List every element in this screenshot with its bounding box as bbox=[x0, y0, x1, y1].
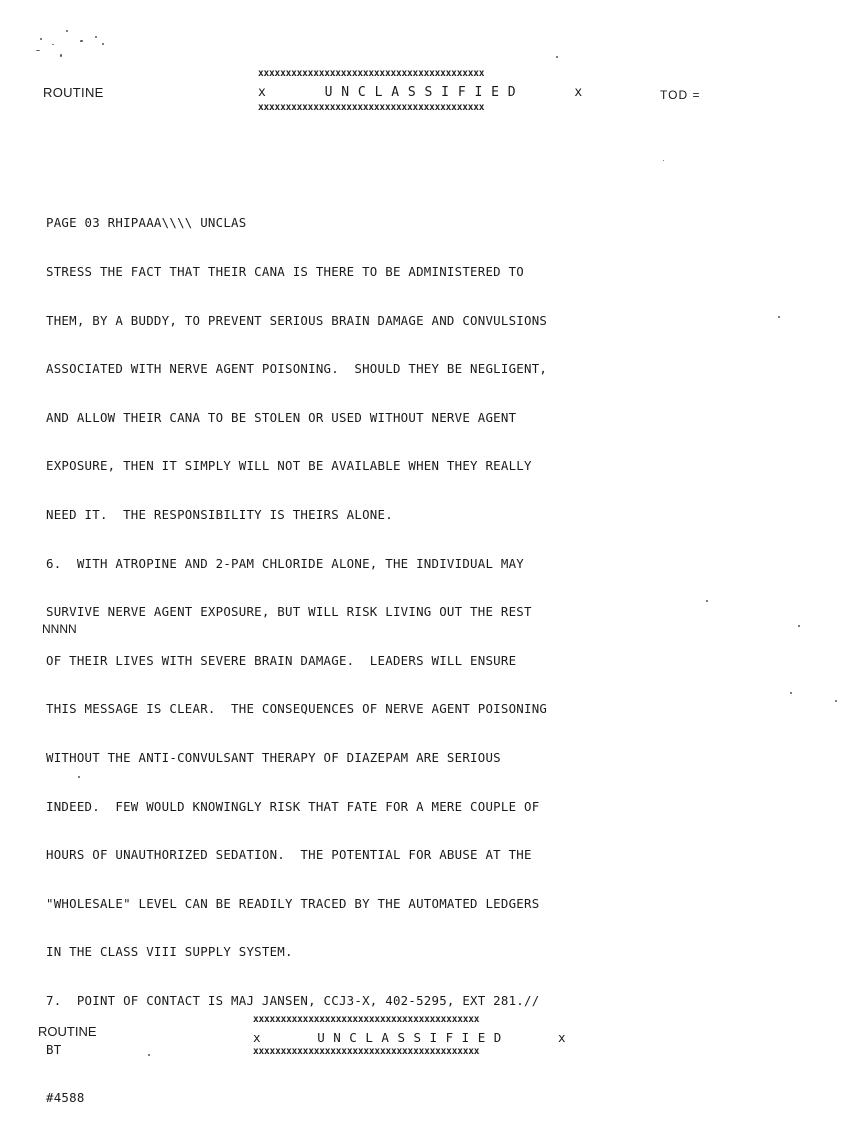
message-body bbox=[46, 183, 547, 1122]
footer-classification-banner: x U N C L A S S I F I E D x bbox=[253, 1030, 566, 1045]
scan-speck bbox=[78, 776, 80, 778]
footer-routine-label: ROUTINE bbox=[38, 1024, 97, 1039]
scan-speck bbox=[95, 36, 97, 38]
body-line: AND ALLOW THEIR CANA TO BE STOLEN OR USED WITHOUT NERVE AGENT bbox=[46, 409, 517, 425]
footer-classification-border-bottom: xxxxxxxxxxxxxxxxxxxxxxxxxxxxxxxxxxxxxxxxx bbox=[253, 1046, 480, 1057]
body-line: OF THEIR LIVES WITH SEVERE BRAIN DAMAGE. LEADERS WILL ENSURE bbox=[46, 652, 517, 668]
scan-speck bbox=[835, 700, 837, 702]
scan-speck bbox=[778, 316, 780, 318]
scan-speck bbox=[102, 43, 104, 45]
end-of-message-marker: NNNN bbox=[42, 622, 77, 636]
body-line: WITHOUT THE ANTI-CONVULSANT THERAPY OF DIAZEPAM ARE SERIOUS bbox=[46, 749, 501, 765]
scan-speck bbox=[706, 600, 708, 602]
body-line: NEED IT. THE RESPONSIBILITY IS THEIRS ALONE. bbox=[46, 506, 393, 522]
header-classification-border-top: xxxxxxxxxxxxxxxxxxxxxxxxxxxxxxxxxxxxxxxxx bbox=[258, 68, 485, 79]
body-line: #4588 bbox=[46, 1090, 85, 1106]
scan-speck bbox=[148, 1054, 150, 1056]
body-line: PAGE 03 RHIPAAA\\\\ UNCLAS bbox=[46, 215, 247, 231]
header-classification-banner: x U N C L A S S I F I E D x bbox=[258, 85, 583, 100]
scan-speck bbox=[66, 30, 68, 32]
body-line: 6. WITH ATROPINE AND 2-PAM CHLORIDE ALONE, THE INDIVIDUAL MAY bbox=[46, 555, 525, 571]
scan-speck bbox=[80, 40, 83, 42]
body-line: STRESS THE FACT THAT THEIR CANA IS THERE TO BE ADMINISTERED TO bbox=[46, 264, 525, 279]
scan-speck bbox=[40, 38, 42, 40]
body-line: "WHOLESALE" LEVEL CAN BE READILY TRACED BY THE AUTOMATED LEDGERS bbox=[46, 895, 540, 911]
body-line: SURVIVE NERVE AGENT EXPOSURE, BUT WILL RISK LIVING OUT THE REST bbox=[46, 604, 532, 620]
body-line: EXPOSURE, THEN IT SIMPLY WILL NOT BE AVAILABLE WHEN THEY REALLY bbox=[46, 458, 532, 474]
scan-speck bbox=[36, 50, 40, 51]
body-line: IN THE CLASS VIII SUPPLY SYSTEM. bbox=[46, 944, 293, 960]
scan-speck bbox=[790, 692, 792, 694]
body-line: 7. POINT OF CONTACT IS MAJ JANSEN, CCJ3-X, 402-5295, EXT 281.// bbox=[46, 992, 540, 1008]
scan-speck bbox=[60, 54, 62, 57]
scan-speck bbox=[52, 44, 54, 45]
header-routine-label: ROUTINE bbox=[43, 85, 104, 100]
header-classification-border-bottom: xxxxxxxxxxxxxxxxxxxxxxxxxxxxxxxxxxxxxxxxx bbox=[258, 102, 485, 113]
scan-speck bbox=[798, 625, 800, 627]
scan-speck bbox=[663, 160, 664, 161]
header-tod-label: TOD = bbox=[660, 88, 701, 102]
body-line: THEM, BY A BUDDY, TO PREVENT SERIOUS BRAIN DAMAGE AND CONVULSIONS bbox=[46, 312, 548, 328]
body-line: THIS MESSAGE IS CLEAR. THE CONSEQUENCES OF NERVE AGENT POISONING bbox=[46, 701, 548, 717]
footer-classification-border-top: xxxxxxxxxxxxxxxxxxxxxxxxxxxxxxxxxxxxxxxxx bbox=[253, 1014, 480, 1025]
body-line: INDEED. FEW WOULD KNOWINGLY RISK THAT FATE FOR A MERE COUPLE OF bbox=[46, 798, 540, 814]
body-line: HOURS OF UNAUTHORIZED SEDATION. THE POTENTIAL FOR ABUSE AT THE bbox=[46, 847, 532, 863]
scan-speck bbox=[556, 56, 558, 58]
body-line: BT bbox=[46, 1041, 62, 1057]
body-line: ASSOCIATED WITH NERVE AGENT POISONING. SHOULD THEY BE NEGLIGENT, bbox=[46, 361, 548, 377]
